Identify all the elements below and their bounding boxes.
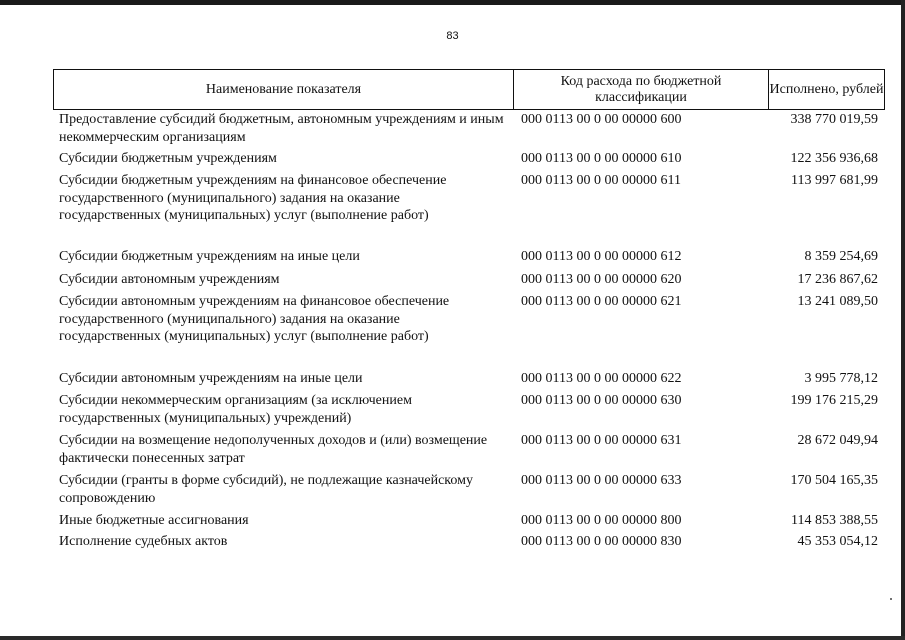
row-code: 000 0113 00 0 00 00000 800 — [521, 513, 682, 528]
row-amount: 338 770 019,59 — [790, 112, 878, 127]
row-amount: 122 356 936,68 — [790, 151, 878, 166]
row-name: Субсидии автономным учреждениям на финансовое обеспечение государственного (муниципального) задания на оказание государственных (муниципальных) услуг (выполнение работ) — [59, 294, 450, 344]
row-name: Субсидии автономным учреждениям на иные цели — [59, 371, 363, 386]
row-amount: 3 995 778,12 — [804, 371, 878, 386]
scan-edge-bottom — [0, 636, 905, 640]
row-amount: 199 176 215,29 — [790, 393, 878, 408]
header-code: Код расхода по бюджетной классификации — [514, 70, 769, 109]
row-name: Субсидии (гранты в форме субсидий), не подлежащие казначейскому сопровождению — [59, 473, 473, 506]
page-number: 83 — [446, 30, 459, 42]
row-code: 000 0113 00 0 00 00000 612 — [521, 249, 682, 264]
scan-edge-right — [901, 0, 905, 640]
row-amount: 13 241 089,50 — [797, 294, 878, 309]
row-amount: 113 997 681,99 — [791, 173, 878, 188]
row-code: 000 0113 00 0 00 00000 631 — [521, 433, 682, 448]
row-amount: 45 353 054,12 — [797, 534, 878, 549]
row-amount: 114 853 388,55 — [791, 513, 878, 528]
row-name: Субсидии некоммерческим организациям (за исключением государственных (муниципальных) учреждений) — [59, 393, 412, 426]
row-name: Иные бюджетные ассигнования — [59, 513, 249, 528]
row-code: 000 0113 00 0 00 00000 621 — [521, 294, 682, 309]
row-amount: 170 504 165,35 — [790, 473, 878, 488]
row-name: Исполнение судебных актов — [59, 534, 228, 549]
header-amount: Исполнено, рублей — [769, 81, 884, 97]
row-code: 000 0113 00 0 00 00000 622 — [521, 371, 682, 386]
row-name: Субсидии на возмещение недополученных доходов и (или) возмещение фактически понесенных затрат — [59, 433, 488, 466]
row-code: 000 0113 00 0 00 00000 611 — [521, 173, 681, 188]
row-name: Предоставление субсидий бюджетным, автономным учреждениям и иным некоммерческим организациям — [59, 112, 504, 145]
header-name: Наименование показателя — [54, 70, 514, 109]
row-name: Субсидии бюджетным учреждениям на финансовое обеспечение государственного (муниципального) задания на оказание государственных (муниципальных) услуг (выполнение работ) — [59, 173, 447, 223]
row-code: 000 0113 00 0 00 00000 633 — [521, 473, 682, 488]
row-code: 000 0113 00 0 00 00000 630 — [521, 393, 682, 408]
scan-edge-top — [0, 0, 905, 5]
row-amount: 17 236 867,62 — [797, 272, 878, 287]
row-amount: 8 359 254,69 — [804, 249, 878, 264]
scan-speck — [890, 598, 892, 600]
row-code: 000 0113 00 0 00 00000 600 — [521, 112, 682, 127]
row-code: 000 0113 00 0 00 00000 830 — [521, 534, 682, 549]
row-code: 000 0113 00 0 00 00000 620 — [521, 272, 682, 287]
row-code: 000 0113 00 0 00 00000 610 — [521, 151, 682, 166]
row-name: Субсидии бюджетным учреждениям на иные цели — [59, 249, 360, 264]
row-name: Субсидии автономным учреждениям — [59, 272, 280, 287]
row-amount: 28 672 049,94 — [797, 433, 878, 448]
table-header — [53, 69, 885, 110]
row-name: Субсидии бюджетным учреждениям — [59, 151, 277, 166]
